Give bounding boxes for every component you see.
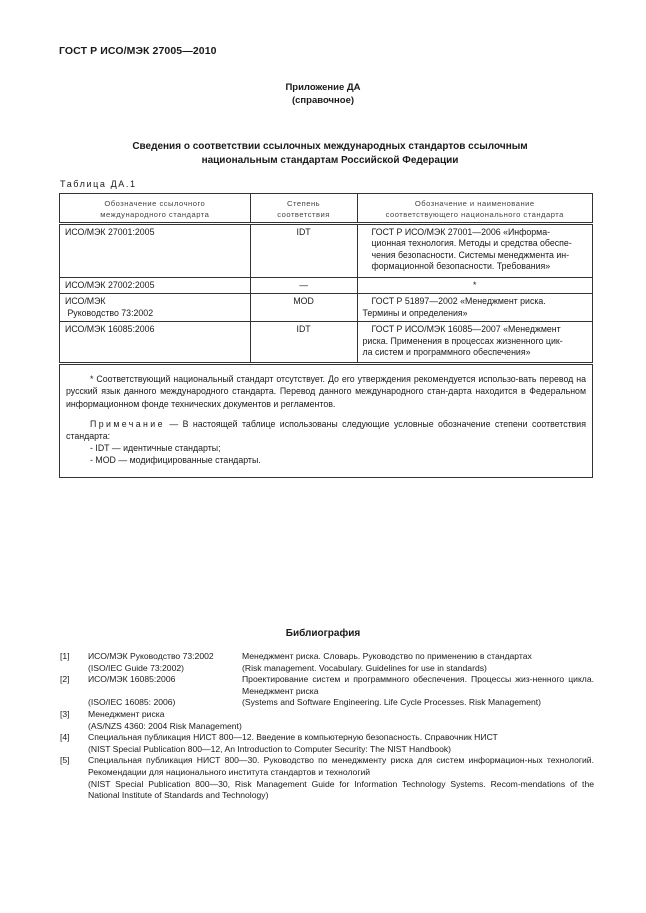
- section-title: [90, 140, 570, 168]
- table-caption: Таблица ДА.1: [60, 179, 137, 189]
- footnote: * Соответствующий национальный стандарт отсутствует. До его утверждения рекомендуется использо-вать перевод на русский язык данного международного стандарта. Перевод данного международного стан-дарта находится в Федеральном информационном фонде технических документов и регламентов.: [66, 374, 586, 409]
- table-note-row: [60, 364, 593, 477]
- note-text: — В настоящей таблице использованы следующие условные обозначение степени соответствия стандарта:: [66, 418, 586, 442]
- table-notes: [60, 364, 593, 477]
- header-intl-standard: Обозначение ссылочного международного стандарта: [60, 194, 251, 224]
- table-row: [60, 294, 593, 322]
- cell-intl: ИСО/МЭК 27002:2005: [60, 278, 251, 294]
- bibliography-entry: (AS/NZS 4360: 2004 Risk Management): [88, 720, 242, 731]
- table-header-row: [60, 194, 593, 224]
- cell-national: ГОСТ Р ИСО/МЭК 16085—2007 «Менеджмент риска. Применения в процессах жизненного цик- ла систем и программного обеспечения»: [357, 322, 592, 364]
- bibliography-entry: [1] ИСО/МЭК Руководство 73:2002 Менеджмент риска. Словарь. Руководство по применению в стандартах: [60, 651, 532, 661]
- cell-intl: ИСО/МЭК 16085:2006: [60, 322, 251, 364]
- bibliography-entry: [4] Специальная публикация НИСТ 800—12. Введение в компьютерную безопасность. Справочник НИСТ: [60, 732, 498, 743]
- bibliography-list: [60, 651, 594, 802]
- table-row: [60, 224, 593, 278]
- note-item: - MOD — модифицированные стандарты.: [90, 455, 261, 466]
- note-label: Примечание: [90, 418, 165, 429]
- bibliography-entry: [2] ИСО/МЭК 16085:2006 Проектирование систем и программного обеспечения. Процессы жиз-ненного цикла. Менеджмент риска: [60, 674, 594, 696]
- correspondence-table: [59, 193, 593, 478]
- table-row: [60, 278, 593, 294]
- bibliography-entry: [3] Менеджмент риска: [60, 708, 165, 719]
- annex-heading: [0, 81, 646, 107]
- cell-national: ГОСТ Р 51897—2002 «Менеджмент риска. Термины и определения»: [357, 294, 592, 322]
- cell-intl: ИСО/МЭК Руководство 73:2002: [60, 294, 251, 322]
- bibliography-entry: (ISO/IEC Guide 73:2002) (Risk management. Vocabulary. Guidelines for use in standards): [88, 662, 487, 673]
- bibliography-entry: (ISO/IEC 16085: 2006) (Systems and Software Engineering. Life Cycle Processes. Risk Management): [88, 697, 542, 708]
- header-degree: Степень соответствия: [250, 194, 357, 224]
- document-header: ГОСТ Р ИСО/МЭК 27005—2010: [59, 45, 217, 57]
- cell-degree: —: [250, 278, 357, 294]
- section-title-line: национальным стандартам Российской Федерации: [201, 155, 459, 166]
- bibliography-entry: (NIST Special Publication 800—12, An Introduction to Computer Security: The NIST Handbook): [88, 743, 452, 754]
- cell-intl: ИСО/МЭК 27001:2005: [60, 224, 251, 278]
- table-row: [60, 322, 593, 364]
- section-title-line: Сведения о соответствии ссылочных международных стандартов ссылочным: [132, 141, 528, 152]
- annex-title: Приложение ДА: [285, 82, 361, 93]
- bibliography-entry: [5] Специальная публикация НИСТ 800—30. Руководство по менеджменту риска для систем информацион-ных технологий. Рекомендации для национального института стандартов и технологий: [60, 755, 594, 777]
- cell-degree: IDT: [250, 322, 357, 364]
- cell-national: *: [357, 278, 592, 294]
- annex-subtitle: (справочное): [291, 95, 355, 106]
- header-national-standard: Обозначение и наименование соответствующего национального стандарта: [357, 194, 592, 224]
- note: [66, 418, 586, 442]
- cell-national: ГОСТ Р ИСО/МЭК 27001—2006 «Информа- ционная технология. Методы и средства обеспе- чения безопасности. Системы менеджмента ин- формационной безопасности. Требования»: [357, 224, 592, 278]
- note-item: - IDT — идентичные стандарты;: [90, 443, 221, 454]
- cell-degree: MOD: [250, 294, 357, 322]
- bibliography-entry: (NIST Special Publication 800—30, Risk Management Guide for Information Technology Systems. Recom-mendations of the National Institute of Standards and Technology): [88, 778, 594, 801]
- cell-degree: IDT: [250, 224, 357, 278]
- bibliography-title: Библиография: [285, 628, 361, 639]
